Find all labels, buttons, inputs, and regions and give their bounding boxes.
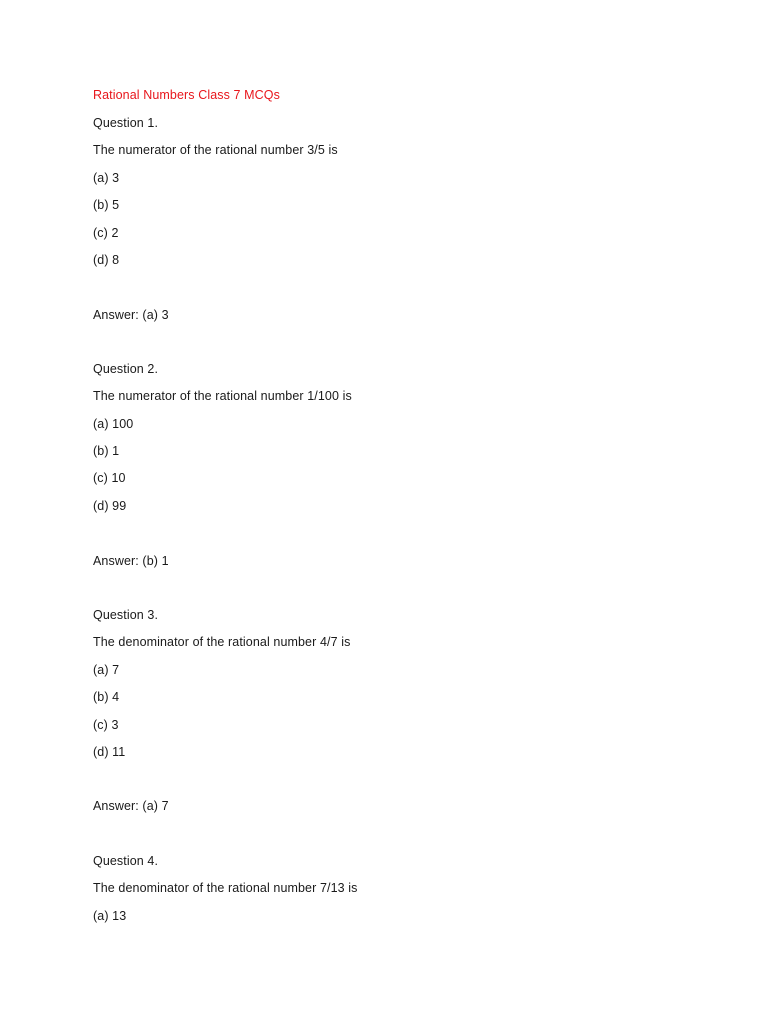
option-item: (b) 1: [93, 444, 120, 458]
option-item: (b) 5: [93, 198, 120, 212]
question-heading: Question 1.: [93, 116, 159, 130]
option-item: (d) 11: [93, 745, 126, 759]
question-text: The numerator of the rational number 3/5 is: [93, 143, 338, 157]
option-item: (c) 3: [93, 718, 119, 732]
option-item: (a) 13: [93, 909, 127, 923]
document-title: Rational Numbers Class 7 MCQs: [93, 88, 280, 102]
question-text: The numerator of the rational number 1/100 is: [93, 389, 352, 403]
option-item: (c) 10: [93, 471, 126, 485]
question-text: The denominator of the rational number 4/7 is: [93, 635, 351, 649]
answer-line: Answer: (a) 3: [93, 308, 169, 322]
answer-line: Answer: (a) 7: [93, 799, 169, 813]
answer-line: Answer: (b) 1: [93, 554, 169, 568]
option-item: (d) 99: [93, 499, 127, 513]
option-item: (b) 4: [93, 690, 120, 704]
option-item: (d) 8: [93, 253, 120, 267]
option-item: (c) 2: [93, 226, 119, 240]
question-heading: Question 3.: [93, 608, 159, 622]
option-item: (a) 3: [93, 171, 120, 185]
question-text: The denominator of the rational number 7/13 is: [93, 881, 358, 895]
option-item: (a) 100: [93, 417, 134, 431]
option-item: (a) 7: [93, 663, 120, 677]
question-heading: Question 2.: [93, 362, 159, 376]
question-heading: Question 4.: [93, 854, 159, 868]
